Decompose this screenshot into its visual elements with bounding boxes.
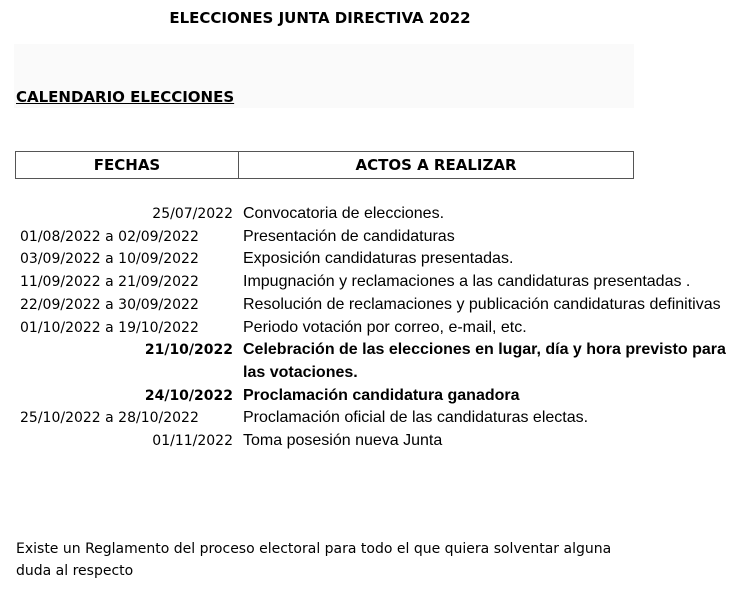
regulation-note: Existe un Reglamento del proceso electoral para todo el que quiera solventar alguna duda al respecto xyxy=(16,541,612,579)
row-date: 25/07/2022 xyxy=(152,206,233,222)
row-date: 25/10/2022 a 28/10/2022 xyxy=(20,410,199,427)
row-act: Presentación de candidaturas xyxy=(243,227,455,245)
row-act: Proclamación oficial de las candidaturas electas. xyxy=(243,409,589,427)
row-date: 22/09/2022 a 30/09/2022 xyxy=(20,296,199,313)
calendar-row xyxy=(0,407,750,430)
calendar-row-highlight xyxy=(0,339,750,384)
row-date: 21/10/2022 xyxy=(144,342,233,359)
calendar-row xyxy=(0,226,750,249)
row-date: 03/09/2022 a 10/09/2022 xyxy=(20,251,199,268)
calendar-row xyxy=(0,203,750,226)
row-act: Impugnación y reclamaciones a las candidaturas presentadas . xyxy=(243,273,691,291)
row-act: Proclamación candidatura ganadora xyxy=(243,386,520,404)
row-date: 01/08/2022 a 02/09/2022 xyxy=(20,228,199,245)
calendar-row xyxy=(0,271,750,294)
header-dates: FECHAS xyxy=(16,152,239,178)
row-act: Periodo votación por correo, e-mail, etc. xyxy=(243,318,527,336)
row-act: Convocatoria de elecciones. xyxy=(243,205,445,222)
row-act: Celebración de las elecciones en lugar, día y hora previsto para las votaciones. xyxy=(243,341,726,381)
row-date: 01/11/2022 xyxy=(152,433,233,450)
calendar-row-highlight xyxy=(0,385,750,408)
calendar-rows xyxy=(0,203,750,453)
calendar-row xyxy=(0,294,750,317)
row-act: Resolución de reclamaciones y publicación candidaturas definitivas xyxy=(243,295,721,313)
calendar-subtitle: CALENDARIO ELECCIONES xyxy=(16,88,235,106)
header-acts: ACTOS A REALIZAR xyxy=(355,156,517,174)
row-act: Toma posesión nueva Junta xyxy=(243,432,443,450)
row-date: 24/10/2022 xyxy=(144,387,233,404)
calendar-table-header xyxy=(15,151,634,179)
row-date: 01/10/2022 a 19/10/2022 xyxy=(20,319,199,336)
calendar-row xyxy=(0,317,750,340)
row-act: Exposición candidaturas presentadas. xyxy=(243,250,514,268)
calendar-row xyxy=(0,248,750,271)
document-title: ELECCIONES JUNTA DIRECTIVA 2022 xyxy=(169,9,471,27)
calendar-row xyxy=(0,430,750,453)
row-date: 11/09/2022 a 21/09/2022 xyxy=(20,274,199,291)
